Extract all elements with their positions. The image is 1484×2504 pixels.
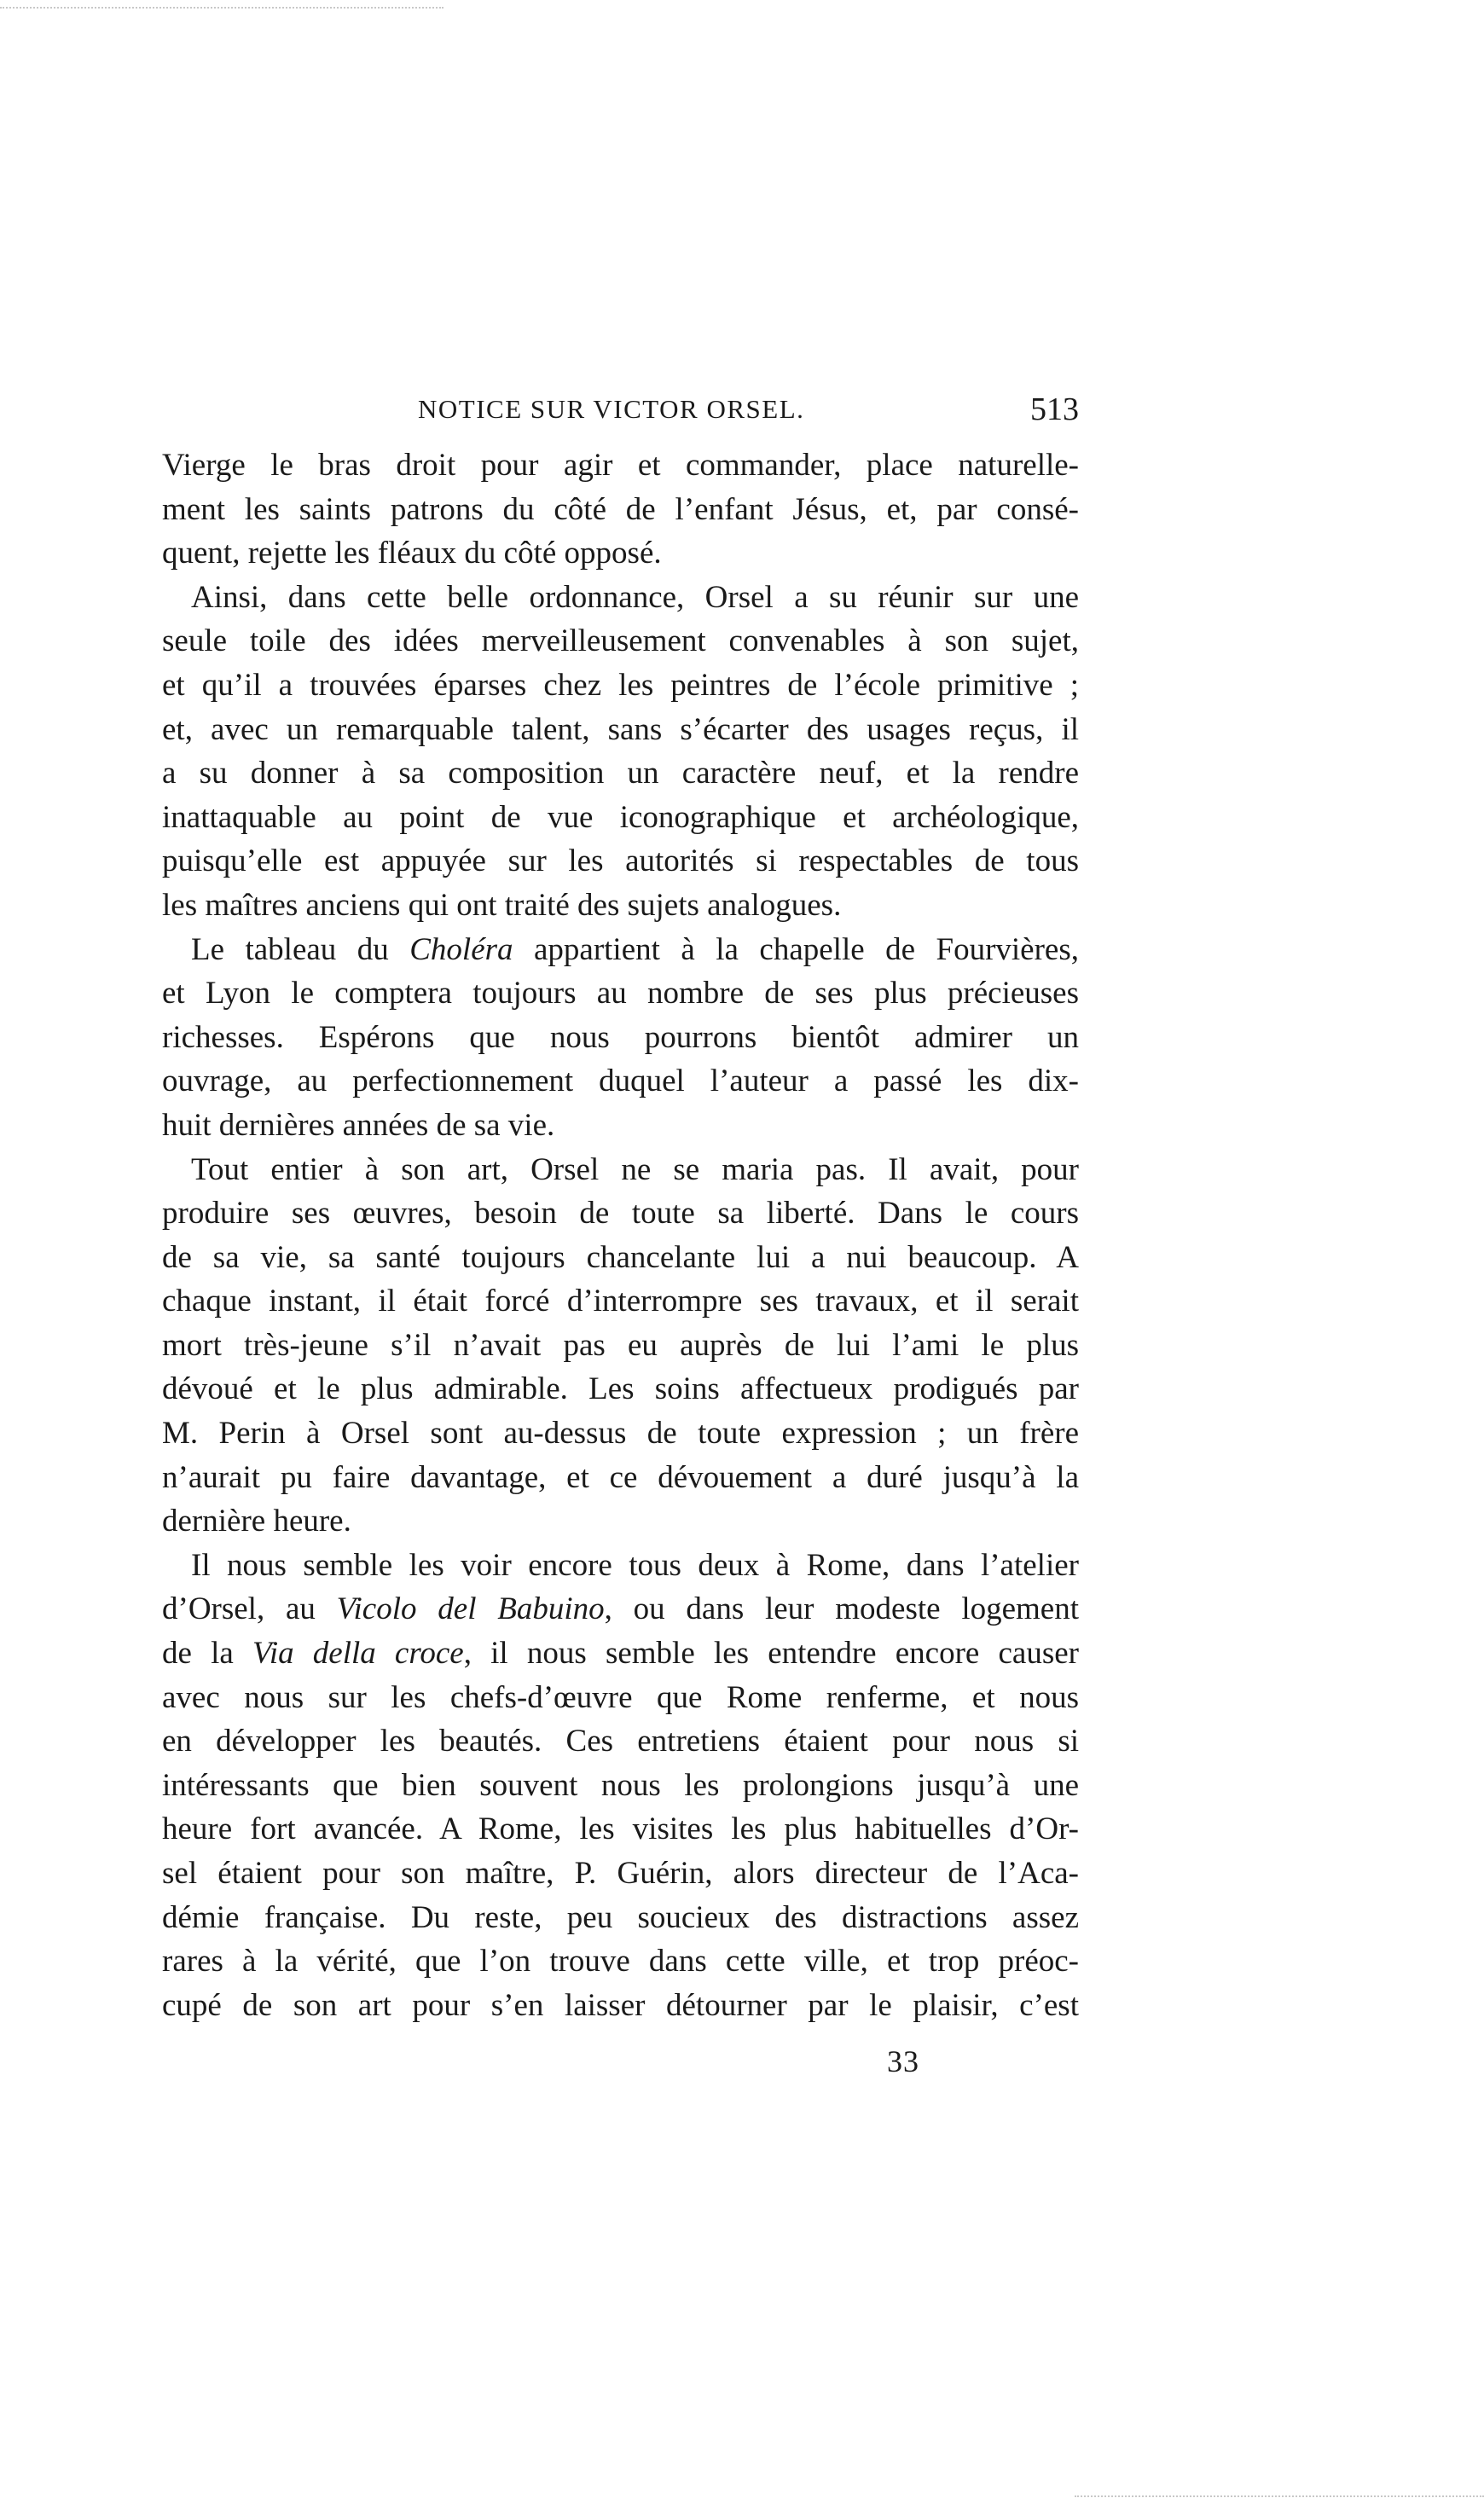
body-text (162, 443, 1079, 2027)
text-line: Vierge le bras droit pour agir et commander, place naturelle- (162, 448, 1079, 483)
text-line: a su donner à sa composition un caractère neuf, et la rendre (162, 756, 1079, 791)
text-line: intéressants que bien souvent nous les prolongions jusqu’à une (162, 1767, 1079, 1803)
text-line: de sa vie, sa santé toujours chancelante lui a nui beaucoup. A (162, 1239, 1079, 1275)
running-title: NOTICE SUR VICTOR ORSEL. (418, 394, 805, 424)
text-line: rares à la vérité, que l’on trouve dans cette ville, et trop préoc- (162, 1944, 1079, 1979)
text-line: et Lyon le comptera toujours au nombre de ses plus précieuses (162, 976, 1079, 1011)
text-line: cupé de son art pour s’en laisser détourner par le plaisir, c’est (162, 1987, 1079, 2023)
text-line: chaque instant, il était forcé d’interrompre ses travaux, et il serait (162, 1284, 1079, 1319)
text-line: produire ses œuvres, besoin de toute sa liberté. Dans le cours (162, 1196, 1079, 1232)
text-line: ment les saints patrons du côté de l’enfant Jésus, et, par consé- (162, 491, 1079, 527)
text-line: Tout entier à son art, Orsel ne se maria pas. Il avait, pour (191, 1151, 1079, 1187)
text-line: démie française. Du reste, peu soucieux des distractions assez (162, 1899, 1079, 1935)
text-line: heure fort avancée. A Rome, les visites les plus habituelles d’Or- (162, 1811, 1079, 1847)
text-line: quent, rejette les fléaux du côté opposé. (162, 536, 662, 571)
top-edge-dotted-rule (0, 7, 443, 9)
text-line: sel étaient pour son maître, P. Guérin, alors directeur de l’Aca- (162, 1856, 1079, 1891)
text-line: M. Perin à Orsel sont au-dessus de toute expression ; un frère (162, 1416, 1079, 1452)
italic-title: Vicolo del Babuino (336, 1591, 605, 1627)
text-line: richesses. Espérons que nous pourrons bientôt admirer un (162, 1019, 1079, 1055)
page-number: 513 (1030, 391, 1079, 427)
text-line: ouvrage, au perfectionnement duquel l’auteur a passé les dix- (162, 1064, 1079, 1099)
text-line: d’Orsel, au Vicolo del Babuino, ou dans leur modeste logement (162, 1591, 1080, 1627)
italic-title: Choléra (409, 931, 513, 967)
text-line: Le tableau du Choléra appartient à la chapelle de Fourvières, (191, 931, 1079, 967)
signature-mark: 33 (887, 2044, 919, 2078)
text-line: avec nous sur les chefs-d’œuvre que Rome renferme, et nous (162, 1679, 1079, 1715)
text-line: de la Via della croce, il nous semble les entendre encore causer (162, 1636, 1079, 1672)
text-line: huit dernières années de sa vie. (162, 1107, 555, 1143)
text-line: seule toile des idées merveilleusement convenables à son sujet, (162, 623, 1079, 659)
text-line: Ainsi, dans cette belle ordonnance, Orsel a su réunir sur une (191, 579, 1079, 615)
text-line: Il nous semble les voir encore tous deux à Rome, dans l’atelier (191, 1547, 1079, 1583)
text-line: inattaquable au point de vue iconographique et archéologique, (162, 799, 1079, 835)
text-line: et qu’il a trouvées éparses chez les peintres de l’école primitive ; (162, 667, 1079, 703)
text-line: dernière heure. (162, 1504, 351, 1539)
text-line: n’aurait pu faire davantage, et ce dévouement a duré jusqu’à la (162, 1459, 1079, 1495)
running-head (162, 391, 1079, 433)
italic-title: Via della croce (252, 1636, 464, 1672)
bottom-edge-dotted-rule (1075, 2495, 1484, 2497)
text-line: en développer les beautés. Ces entretiens étaient pour nous si (162, 1724, 1079, 1759)
text-line: les maîtres anciens qui ont traité des sujets analogues. (162, 887, 842, 923)
text-line: puisqu’elle est appuyée sur les autorités si respectables de tous (162, 843, 1079, 879)
text-line: dévoué et le plus admirable. Les soins affectueux prodigués par (162, 1371, 1079, 1407)
text-line: mort très-jeune s’il n’avait pas eu auprès de lui l’ami le plus (162, 1327, 1079, 1363)
text-line: et, avec un remarquable talent, sans s’écarter des usages reçus, il (162, 711, 1079, 747)
